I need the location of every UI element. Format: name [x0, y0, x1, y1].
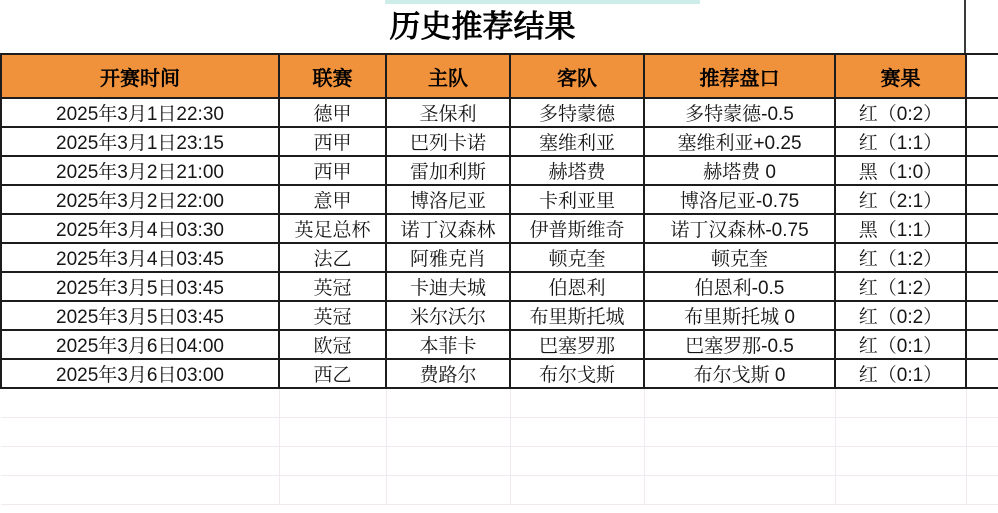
history-results-table — [0, 53, 998, 505]
cell-result[interactable]: 红（2:1） — [835, 185, 966, 214]
empty-cell[interactable] — [644, 417, 835, 446]
cell-extra[interactable] — [966, 301, 998, 330]
cell-time[interactable]: 2025年3月1日23:15 — [1, 127, 279, 156]
header-cell-home[interactable]: 主队 — [386, 54, 510, 98]
header-cell-handicap[interactable]: 推荐盘口 — [644, 54, 835, 98]
table-body — [1, 98, 998, 504]
cell-league[interactable]: 西甲 — [279, 156, 386, 185]
cell-time[interactable]: 2025年3月1日22:30 — [1, 98, 279, 127]
empty-cell[interactable] — [835, 388, 966, 417]
empty-cell[interactable] — [1, 475, 279, 504]
cell-handicap[interactable]: 博洛尼亚-0.75 — [644, 185, 835, 214]
cell-handicap[interactable]: 布里斯托城 0 — [644, 301, 835, 330]
cell-handicap[interactable]: 赫塔费 0 — [644, 156, 835, 185]
cell-extra[interactable] — [966, 98, 998, 127]
cell-result[interactable]: 黑（1:1） — [835, 214, 966, 243]
header-cell-time[interactable]: 开赛时间 — [1, 54, 279, 98]
cell-home[interactable]: 费路尔 — [386, 359, 510, 388]
table-row — [1, 301, 998, 330]
cell-away[interactable]: 卡利亚里 — [510, 185, 644, 214]
cell-result[interactable]: 红（0:2） — [835, 301, 966, 330]
empty-cell[interactable] — [966, 417, 998, 446]
cell-league[interactable]: 德甲 — [279, 98, 386, 127]
table-row — [1, 156, 998, 185]
cell-result[interactable]: 红（1:2） — [835, 243, 966, 272]
table-row — [1, 330, 998, 359]
cell-result[interactable]: 红（0:1） — [835, 359, 966, 388]
cell-extra[interactable] — [966, 156, 998, 185]
cell-league[interactable]: 西乙 — [279, 359, 386, 388]
cell-home[interactable]: 卡迪夫城 — [386, 272, 510, 301]
empty-cell[interactable] — [966, 475, 998, 504]
empty-cell[interactable] — [644, 388, 835, 417]
cell-away[interactable]: 布里斯托城 — [510, 301, 644, 330]
empty-cell[interactable] — [386, 417, 510, 446]
empty-row — [1, 446, 998, 475]
empty-cell[interactable] — [279, 446, 386, 475]
empty-cell[interactable] — [835, 446, 966, 475]
cell-handicap[interactable]: 巴塞罗那-0.5 — [644, 330, 835, 359]
empty-cell[interactable] — [386, 446, 510, 475]
empty-cell[interactable] — [1, 417, 279, 446]
table-row — [1, 359, 998, 388]
cell-away[interactable]: 顿克奎 — [510, 243, 644, 272]
cell-away[interactable]: 伯恩利 — [510, 272, 644, 301]
cell-home[interactable]: 巴列卡诺 — [386, 127, 510, 156]
cell-time[interactable]: 2025年3月4日03:30 — [1, 214, 279, 243]
cell-result[interactable]: 红（0:1） — [835, 330, 966, 359]
cell-extra[interactable] — [966, 185, 998, 214]
table-row — [1, 214, 998, 243]
table-row — [1, 272, 998, 301]
cell-extra[interactable] — [966, 127, 998, 156]
cell-away[interactable]: 巴塞罗那 — [510, 330, 644, 359]
cell-result[interactable]: 红（1:1） — [835, 127, 966, 156]
empty-cell[interactable] — [966, 446, 998, 475]
cell-away[interactable]: 布尔戈斯 — [510, 359, 644, 388]
cell-home[interactable]: 米尔沃尔 — [386, 301, 510, 330]
empty-cell[interactable] — [644, 446, 835, 475]
empty-cell[interactable] — [835, 475, 966, 504]
cell-league[interactable]: 法乙 — [279, 243, 386, 272]
cell-result[interactable]: 红（0:2） — [835, 98, 966, 127]
empty-cell[interactable] — [279, 388, 386, 417]
page-title: 历史推荐结果 — [389, 9, 576, 44]
cell-league[interactable]: 西甲 — [279, 127, 386, 156]
header-cell-away[interactable]: 客队 — [510, 54, 644, 98]
cell-home[interactable]: 阿雅克肖 — [386, 243, 510, 272]
cell-handicap[interactable]: 诺丁汉森林-0.75 — [644, 214, 835, 243]
cell-result[interactable]: 黑（1:0） — [835, 156, 966, 185]
cell-extra[interactable] — [966, 243, 998, 272]
empty-cell[interactable] — [510, 388, 644, 417]
header-cell-result[interactable]: 赛果 — [835, 54, 966, 98]
cell-league[interactable]: 意甲 — [279, 185, 386, 214]
cell-home[interactable]: 圣保利 — [386, 98, 510, 127]
empty-cell[interactable] — [1, 446, 279, 475]
cell-away[interactable]: 伊普斯维奇 — [510, 214, 644, 243]
cell-home[interactable]: 博洛尼亚 — [386, 185, 510, 214]
cell-extra[interactable] — [966, 214, 998, 243]
cell-time[interactable]: 2025年3月5日03:45 — [1, 272, 279, 301]
cell-handicap[interactable]: 顿克奎 — [644, 243, 835, 272]
table-row — [1, 98, 998, 127]
empty-row — [1, 417, 998, 446]
cell-time[interactable]: 2025年3月6日04:00 — [1, 330, 279, 359]
cell-home[interactable]: 雷加利斯 — [386, 156, 510, 185]
empty-cell[interactable] — [510, 475, 644, 504]
cell-handicap[interactable]: 布尔戈斯 0 — [644, 359, 835, 388]
empty-cell[interactable] — [386, 475, 510, 504]
cell-away[interactable]: 多特蒙德 — [510, 98, 644, 127]
cell-away[interactable]: 赫塔费 — [510, 156, 644, 185]
cell-league[interactable]: 欧冠 — [279, 330, 386, 359]
cell-result[interactable]: 红（1:2） — [835, 272, 966, 301]
cell-time[interactable]: 2025年3月6日03:00 — [1, 359, 279, 388]
header-cell-extra[interactable] — [966, 54, 998, 98]
empty-cell[interactable] — [510, 446, 644, 475]
cell-extra[interactable] — [966, 330, 998, 359]
cell-handicap[interactable]: 伯恩利-0.5 — [644, 272, 835, 301]
table-row — [1, 185, 998, 214]
cell-time[interactable]: 2025年3月2日22:00 — [1, 185, 279, 214]
empty-cell[interactable] — [966, 388, 998, 417]
empty-cell[interactable] — [644, 475, 835, 504]
empty-cell[interactable] — [279, 417, 386, 446]
cell-league[interactable]: 英冠 — [279, 272, 386, 301]
empty-cell[interactable] — [510, 417, 644, 446]
cell-league[interactable]: 英冠 — [279, 301, 386, 330]
cell-time[interactable]: 2025年3月2日21:00 — [1, 156, 279, 185]
empty-cell[interactable] — [386, 388, 510, 417]
empty-cell[interactable] — [279, 475, 386, 504]
cell-time[interactable]: 2025年3月4日03:45 — [1, 243, 279, 272]
cell-handicap[interactable]: 多特蒙德-0.5 — [644, 98, 835, 127]
cell-away[interactable]: 塞维利亚 — [510, 127, 644, 156]
cell-home[interactable]: 本菲卡 — [386, 330, 510, 359]
empty-row — [1, 388, 998, 417]
table-row — [1, 127, 998, 156]
cell-league[interactable]: 英足总杯 — [279, 214, 386, 243]
cell-handicap[interactable]: 塞维利亚+0.25 — [644, 127, 835, 156]
empty-cell[interactable] — [835, 417, 966, 446]
cell-extra[interactable] — [966, 359, 998, 388]
cell-time[interactable]: 2025年3月5日03:45 — [1, 301, 279, 330]
empty-row — [1, 475, 998, 504]
cell-home[interactable]: 诺丁汉森林 — [386, 214, 510, 243]
empty-cell[interactable] — [1, 388, 279, 417]
header-row — [1, 54, 998, 98]
table-row — [1, 243, 998, 272]
header-cell-league[interactable]: 联赛 — [279, 54, 386, 98]
cell-extra[interactable] — [966, 272, 998, 301]
